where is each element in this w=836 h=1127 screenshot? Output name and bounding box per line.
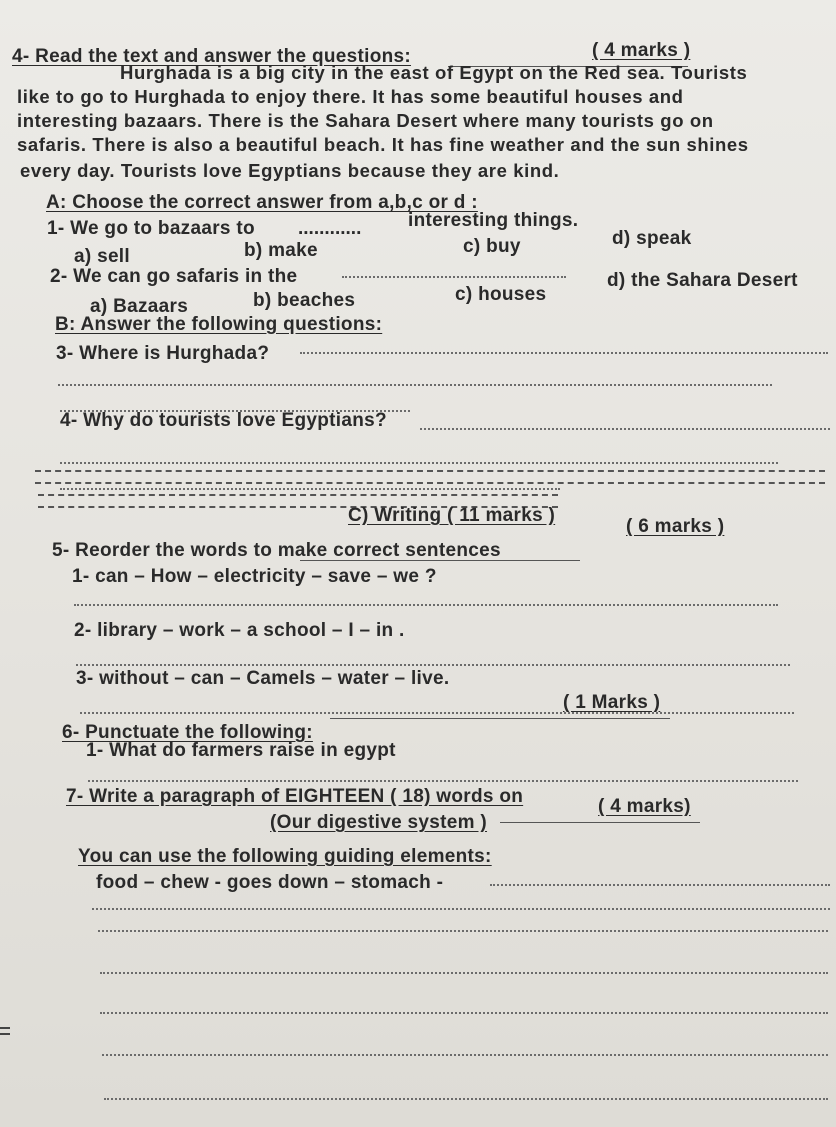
q2-option-c: c) houses: [455, 284, 547, 305]
q1-option-b: b) make: [244, 240, 318, 261]
q1-option-a: a) sell: [74, 246, 130, 267]
q4-answer-line-1: [420, 428, 830, 430]
q3-answer-line-2: [58, 384, 772, 386]
q1-suffix: interesting things.: [408, 210, 579, 231]
q4-answer-line-3: [60, 488, 560, 490]
q7-guide-heading: You can use the following guiding elements:: [78, 846, 492, 867]
q5-heading-rule: [300, 560, 580, 561]
section-separator-1: [35, 470, 825, 484]
passage-line-5: every day. Tourists love Egyptians because they are kind.: [20, 160, 560, 181]
q5-item-2: 2- library – work – a school – I – in .: [74, 620, 405, 641]
q4-question: 4- Why do tourists love Egyptians?: [60, 410, 387, 431]
q7-marks: ( 4 marks): [598, 796, 691, 817]
q7-answer-line-6: [104, 1098, 828, 1100]
margin-mark-1: [0, 1027, 10, 1029]
q1-blank: ............: [298, 218, 362, 239]
q5-answer-line-1: [74, 604, 778, 606]
margin-mark-2: [0, 1033, 10, 1035]
part-b-heading: B: Answer the following questions:: [55, 314, 383, 335]
q5-item-1: 1- can – How – electricity – save – we ?: [72, 566, 437, 587]
q7-topic: (Our digestive system ): [270, 812, 488, 833]
q3-answer-line-1: [300, 352, 828, 354]
q6-answer-line: [88, 780, 798, 782]
q2-option-d: d) the Sahara Desert: [607, 270, 798, 291]
passage-line-1: Hurghada is a big city in the east of Egypt on the Red sea. Tourists: [120, 62, 748, 83]
q5-heading: 5- Reorder the words to make correct sentences: [52, 540, 501, 561]
q7-answer-line-2: [98, 930, 828, 932]
q7-answer-line-5: [102, 1054, 828, 1056]
passage-line-3: interesting bazaars. There is the Sahara Desert where many tourists go on: [17, 110, 714, 131]
q4-answer-line-2: [60, 462, 778, 464]
q5-answer-line-2: [76, 664, 790, 666]
q7-answer-line-3: [100, 972, 828, 974]
q7-heading-rule: [500, 822, 700, 823]
q7-heading: 7- Write a paragraph of EIGHTEEN ( 18) words on: [66, 786, 524, 807]
q1-prefix: 1- We go to bazaars to: [47, 218, 255, 239]
q6-heading: 6- Punctuate the following:: [62, 722, 313, 743]
q4-marks: ( 4 marks ): [592, 40, 691, 61]
q4-heading: 4- Read the text and answer the questions:: [12, 46, 412, 67]
q2-blank: [342, 276, 566, 278]
q3-question: 3- Where is Hurghada?: [56, 343, 270, 364]
q6-heading-rule: [330, 718, 670, 719]
part-a-heading: A: Choose the correct answer from a,b,c or d :: [46, 192, 478, 213]
q7-guiding-elements: food – chew - goes down – stomach -: [96, 872, 444, 893]
q2-option-b: b) beaches: [253, 290, 356, 311]
q2-option-a: a) Bazaars: [90, 296, 189, 317]
q6-item: 1- What do farmers raise in egypt: [86, 740, 396, 761]
q5-marks: ( 6 marks ): [626, 516, 725, 537]
passage-line-2: like to go to Hurghada to enjoy there. It has some beautiful houses and: [17, 86, 684, 107]
writing-title: C) Writing ( 11 marks ): [348, 505, 556, 526]
q7-answer-line-4: [100, 1012, 828, 1014]
q1-option-c: c) buy: [463, 236, 521, 257]
q2-prefix: 2- We can go safaris in the: [50, 266, 298, 287]
q5-item-3: 3- without – can – Camels – water – live.: [76, 668, 450, 689]
q5-answer-line-3: [80, 712, 794, 714]
q6-marks: ( 1 Marks ): [563, 692, 661, 713]
passage-line-4: safaris. There is also a beautiful beach. It has fine weather and the sun shines: [17, 134, 749, 155]
q1-option-d: d) speak: [612, 228, 692, 249]
q7-answer-line-0: [490, 884, 830, 886]
q7-answer-line-1: [92, 908, 830, 910]
